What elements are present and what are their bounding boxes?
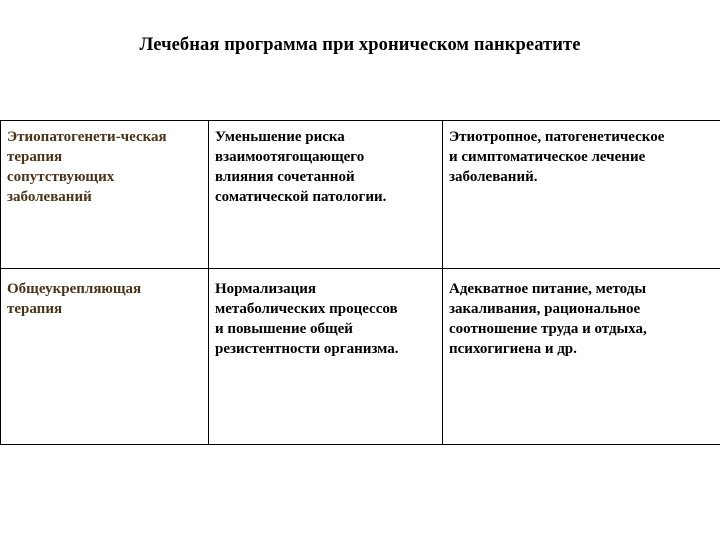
cell-line: соотношение труда и отдыха,	[449, 321, 647, 337]
cell-line: и повышение общей	[215, 321, 353, 337]
therapy-cell	[1, 121, 209, 269]
therapy-cell	[1, 269, 209, 445]
cell-line: закаливания, рациональное	[449, 301, 641, 317]
cell-line: заболеваний	[7, 189, 92, 205]
goal-cell	[209, 269, 443, 445]
cell-line: Этиотропное, патогенетическое	[449, 129, 665, 145]
cell-line: терапия	[7, 301, 63, 317]
cell-line: соматической патологии.	[215, 189, 387, 205]
table-row	[1, 121, 720, 269]
table-row	[1, 269, 720, 445]
cell-line: Общеукрепляющая	[7, 281, 142, 297]
cell-line: взаимоотягощающего	[215, 149, 365, 165]
cell-line: Нормализация	[215, 281, 317, 297]
cell-line: резистентности организма.	[215, 341, 399, 357]
program-table	[0, 120, 720, 445]
methods-cell	[443, 121, 720, 269]
cell-line: метаболических процессов	[215, 301, 398, 317]
goal-cell	[209, 121, 443, 269]
cell-line: и симптоматическое лечение	[449, 149, 646, 165]
cell-line: Уменьшение риска	[215, 129, 345, 145]
cell-line: психогигиена и др.	[449, 341, 577, 357]
cell-line: сопутствующих	[7, 169, 115, 185]
methods-cell	[443, 269, 720, 445]
cell-line: заболеваний.	[449, 169, 538, 185]
cell-line: Адекватное питание, методы	[449, 281, 647, 297]
cell-line: влияния сочетанной	[215, 169, 355, 185]
cell-line: Этиопатогенети-ческая	[7, 129, 167, 145]
page-title: Лечебная программа при хроническом панкреатите	[139, 35, 581, 55]
cell-line: терапия	[7, 149, 63, 165]
